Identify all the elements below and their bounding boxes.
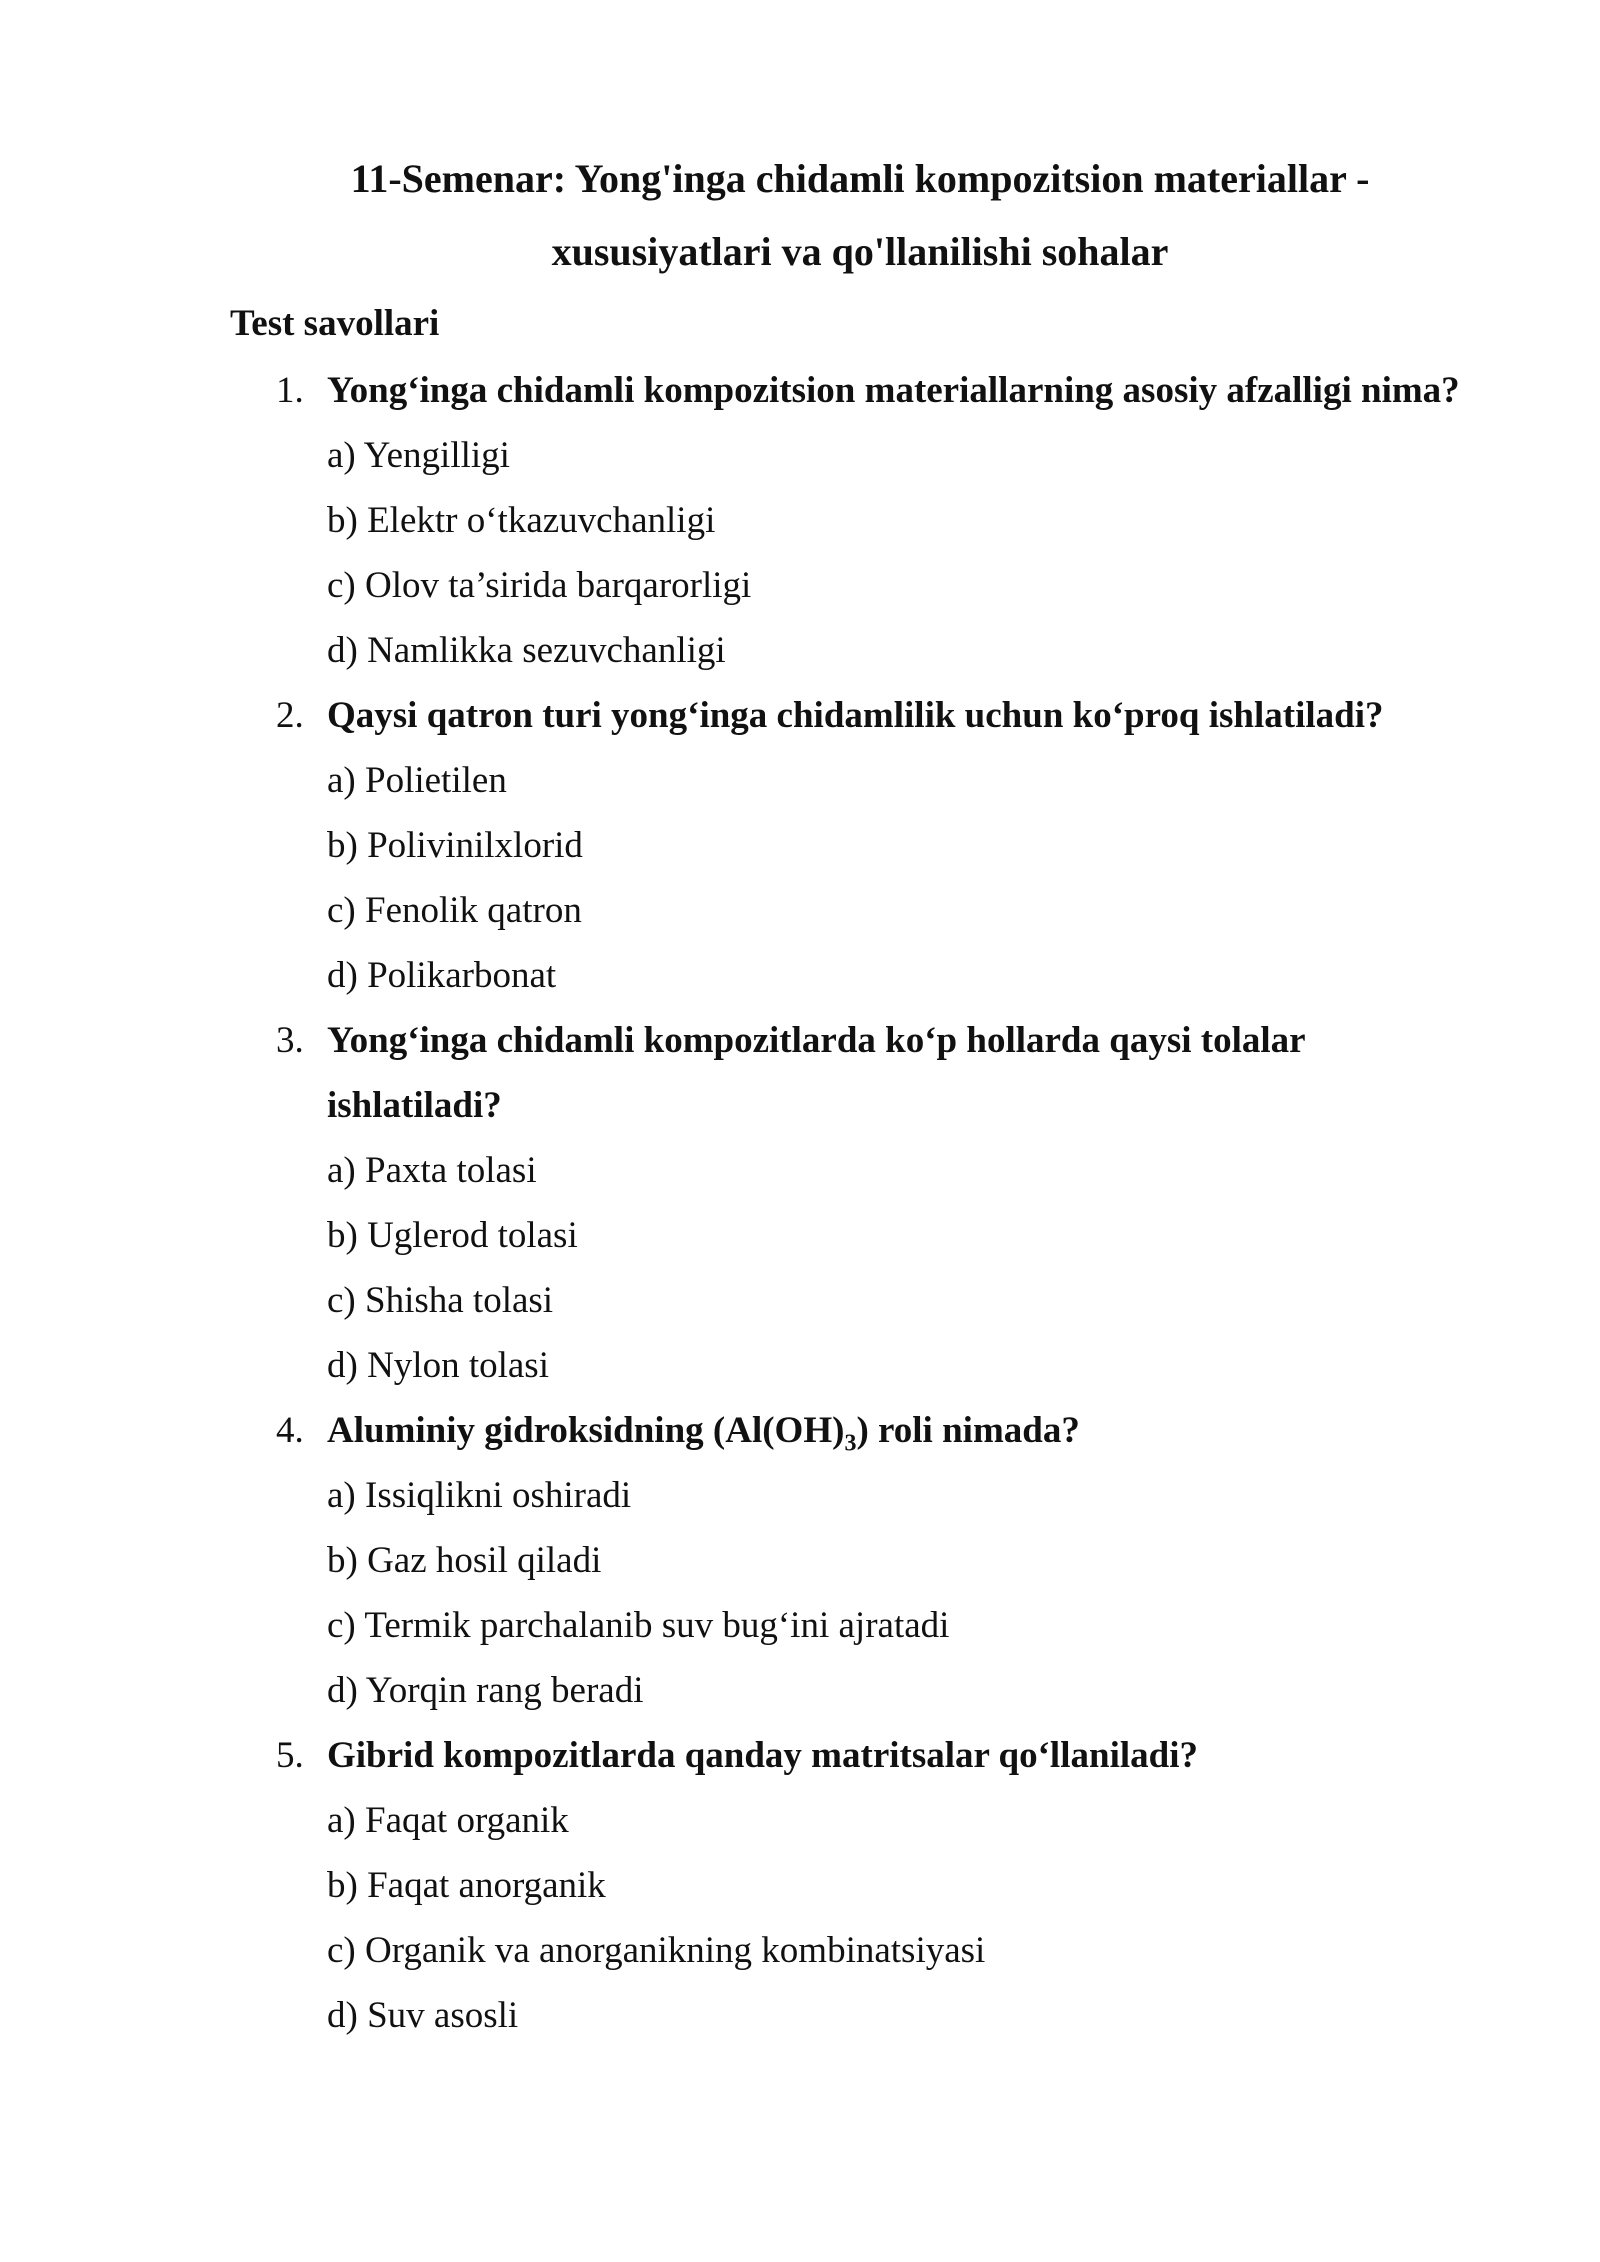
question-text-part: ) roli nimada? [856, 1410, 1080, 1451]
answer-option-b: b) Gaz hosil qiladi [327, 1540, 602, 1581]
answer-option-c: c) Fenolik qatron [327, 890, 582, 931]
answer-option-a: a) Issiqlikni oshiradi [327, 1475, 632, 1516]
answer-option-d: d) Nylon tolasi [327, 1345, 549, 1386]
answer-option-d: d) Namlikka sezuvchanligi [327, 630, 726, 671]
question-4 [0, 1398, 1600, 1723]
question-text: Yong‘inga chidamli kompozitsion materiallarning asosiy afzalligi nima? [327, 370, 1460, 411]
answer-options [0, 748, 1600, 1008]
question-list [0, 358, 1600, 2048]
title-line-1: 11-Semenar: Yong'inga chidamli kompozitsion materiallar - [350, 156, 1370, 201]
answer-option-d: d) Yorqin rang beradi [327, 1670, 644, 1711]
answer-option-a: a) Yengilligi [327, 435, 510, 476]
question-2 [0, 683, 1600, 1008]
question-number: 2. [276, 695, 304, 736]
question-3 [0, 1008, 1600, 1398]
answer-options [0, 1788, 1600, 2048]
answer-options [0, 1463, 1600, 1723]
question-number: 3. [276, 1020, 304, 1061]
question-text-part: Aluminiy gidroksidning (Al(OH) [327, 1410, 845, 1451]
answer-option-b: b) Faqat anorganik [327, 1865, 606, 1906]
answer-option-a: a) Paxta tolasi [327, 1150, 537, 1191]
answer-option-a: a) Faqat organik [327, 1800, 569, 1841]
answer-option-b: b) Polivinilxlorid [327, 825, 583, 866]
question-text: Gibrid kompozitlarda qanday matritsalar qo‘llaniladi? [327, 1735, 1198, 1776]
answer-options [0, 423, 1600, 683]
chemical-subscript: 3 [844, 1430, 857, 1457]
answer-option-d: d) Suv asosli [327, 1995, 519, 2036]
answer-options [0, 1138, 1600, 1398]
answer-option-c: c) Olov ta’sirida barqarorligi [327, 565, 752, 606]
answer-option-a: a) Polietilen [327, 760, 507, 801]
answer-option-b: b) Elektr o‘tkazuvchanligi [327, 500, 716, 541]
question-number: 5. [276, 1735, 304, 1776]
section-heading: Test savollari [230, 303, 440, 344]
answer-option-d: d) Polikarbonat [327, 955, 557, 996]
answer-option-c: c) Termik parchalanib suv bug‘ini ajratadi [327, 1605, 950, 1646]
question-text: Qaysi qatron turi yong‘inga chidamlilik uchun ko‘proq ishlatiladi? [327, 695, 1384, 736]
answer-option-c: c) Shisha tolasi [327, 1280, 554, 1321]
document-title [230, 142, 1490, 288]
title-line-2: xususiyatlari va qo'llanilishi sohalar [551, 229, 1169, 274]
answer-option-c: c) Organik va anorganikning kombinatsiyasi [327, 1930, 986, 1971]
question-text: Yong‘inga chidamli kompozitlarda ko‘p hollarda qaysi tolalar ishlatiladi? [327, 1020, 1305, 1126]
question-1 [0, 358, 1600, 683]
question-5 [0, 1723, 1600, 2048]
question-text [327, 1398, 1497, 1463]
question-number: 4. [276, 1410, 304, 1451]
answer-option-b: b) Uglerod tolasi [327, 1215, 578, 1256]
question-number: 1. [276, 370, 304, 411]
